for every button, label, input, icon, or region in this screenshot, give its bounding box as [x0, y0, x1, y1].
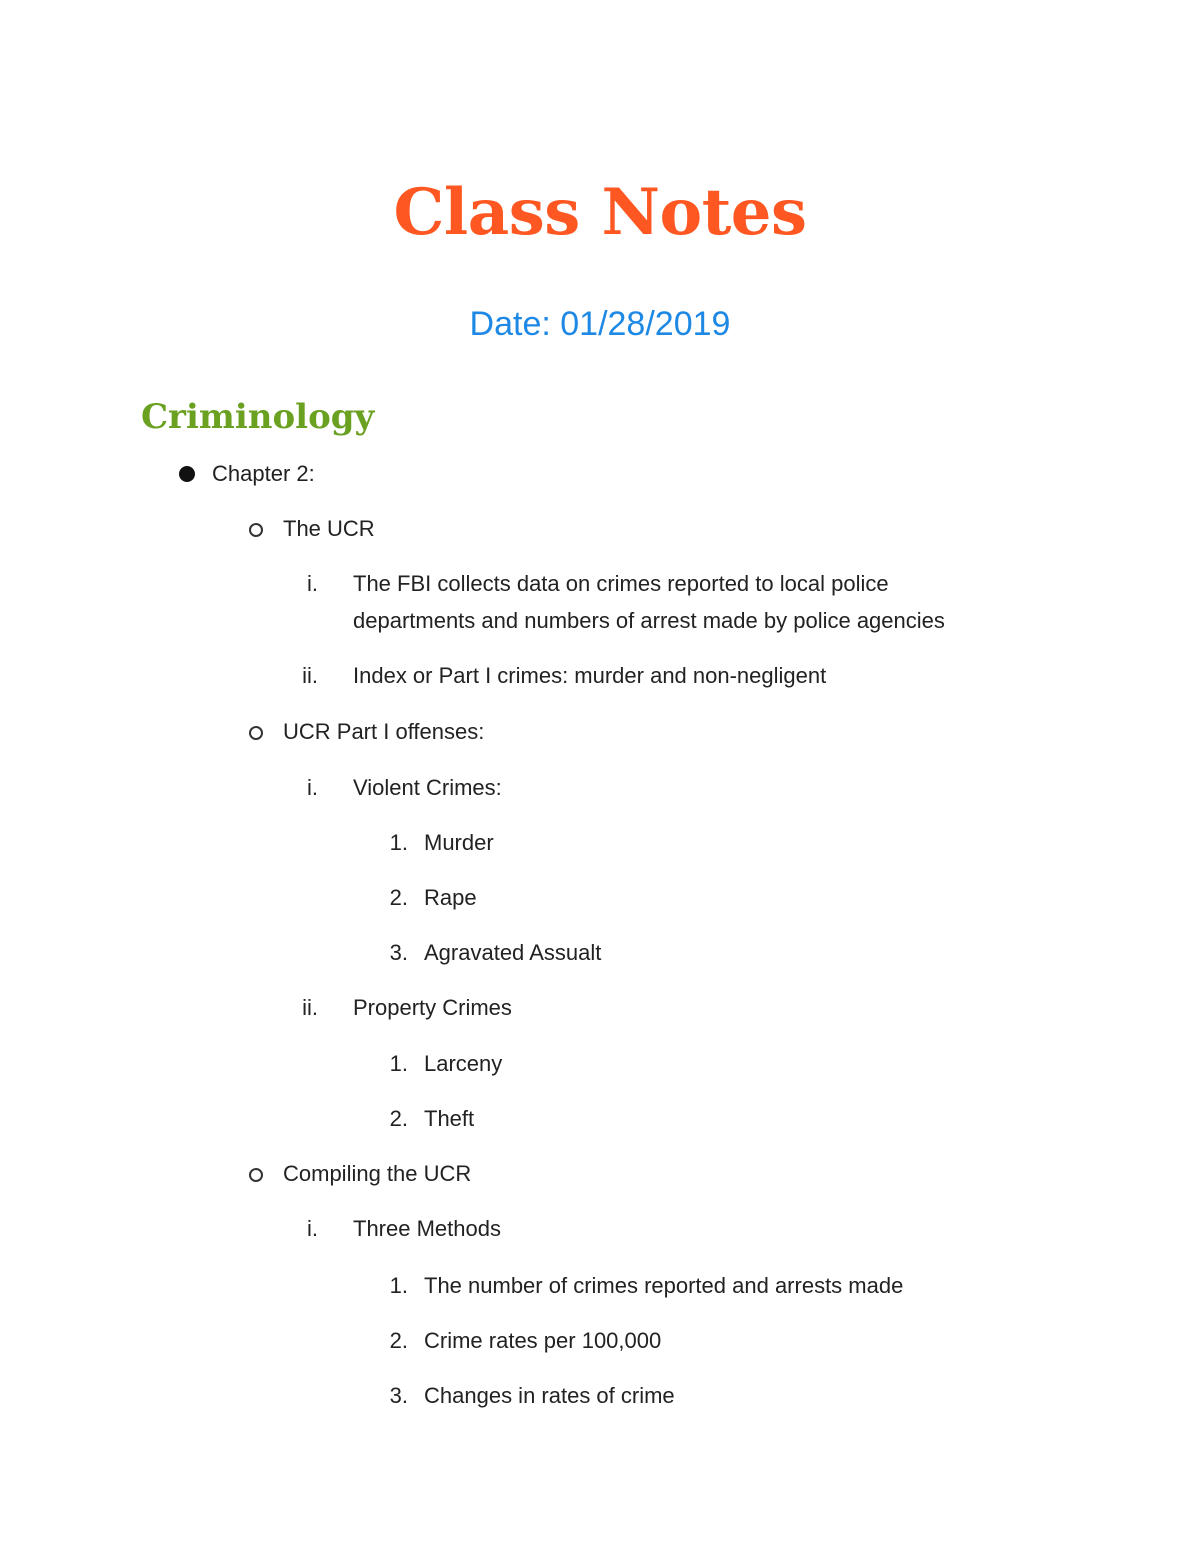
circle-bullet-icon [249, 726, 263, 740]
subject-heading: Criminology [141, 397, 375, 437]
list-item-text: The FBI collects data on crimes reported to local police [353, 571, 889, 596]
list-marker: 3. [389, 1383, 408, 1408]
list-marker: 1. [389, 830, 408, 855]
section-label: The UCR [283, 516, 375, 541]
circle-bullet-icon [249, 1168, 263, 1182]
list-item-text: The number of crimes reported and arrests made [424, 1273, 904, 1298]
list-item-text: Theft [424, 1106, 475, 1131]
list-item-text: Rape [424, 885, 477, 910]
list-marker: i. [307, 1216, 318, 1241]
list-marker: ii. [302, 995, 318, 1020]
list-item-text: departments and numbers of arrest made by police agencies [353, 608, 945, 633]
list-item-text: Changes in rates of crime [424, 1383, 675, 1408]
list-marker: 2. [389, 885, 408, 910]
list-marker: 1. [389, 1051, 408, 1076]
list-item-text: Property Crimes [353, 995, 512, 1020]
circle-bullet-icon [249, 523, 263, 537]
list-item-text: Violent Crimes: [353, 775, 502, 800]
list-marker: 3. [389, 940, 408, 965]
list-item-text: Agravated Assualt [424, 940, 602, 965]
list-item-text: Crime rates per 100,000 [424, 1328, 662, 1353]
list-item-text: Murder [424, 830, 494, 855]
list-marker: 2. [389, 1106, 408, 1131]
section-label: Compiling the UCR [283, 1161, 472, 1186]
list-item-text: Three Methods [353, 1216, 501, 1241]
list-marker: i. [307, 775, 318, 800]
list-marker: ii. [302, 663, 318, 688]
list-marker: 2. [389, 1328, 408, 1353]
list-item-text: Larceny [424, 1051, 503, 1076]
page-title: Class Notes [393, 175, 807, 250]
chapter-label: Chapter 2: [212, 461, 315, 486]
date-line: Date: 01/28/2019 [469, 305, 731, 343]
section-label: UCR Part I offenses: [283, 719, 485, 744]
list-marker: 1. [389, 1273, 408, 1298]
disc-bullet-icon [179, 466, 195, 482]
list-item-text: Index or Part I crimes: murder and non-negligent [353, 663, 827, 688]
list-marker: i. [307, 571, 318, 596]
